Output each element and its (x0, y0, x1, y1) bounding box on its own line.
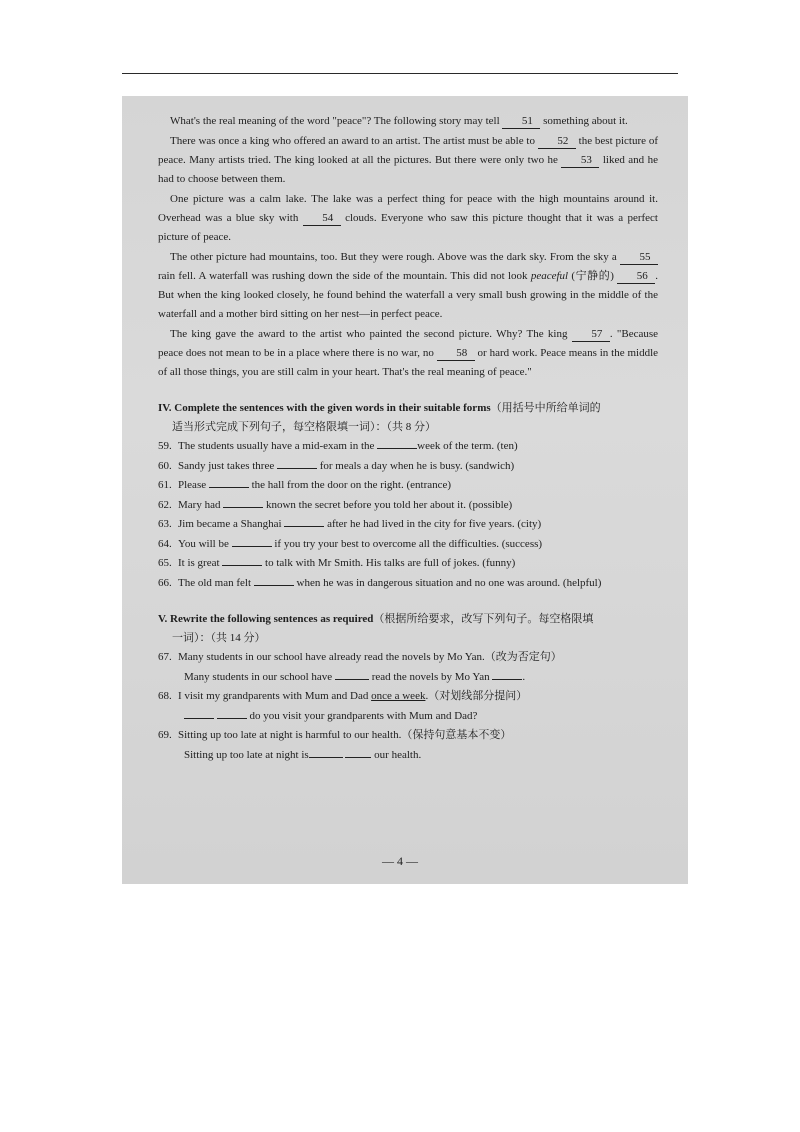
passage-paragraph-1: What's the real meaning of the word "peace"? The following story may tell 51 something about it. (170, 115, 628, 127)
section-5-heading: V. Rewrite the following sentences as required（根据所给要求，改写下列句子。每空格限填 一词）：（共 14 分） (158, 613, 594, 644)
question-63: 63. Jim became a Shanghai after he had lived in the city for five years. (city) (158, 515, 658, 535)
answer-blank[interactable] (277, 457, 317, 469)
question-67: 67. Many students in our school have already read the novels by Mo Yan.（改为否定句） (158, 651, 562, 663)
question-62: 62. Mary had known the secret before you told her about it. (possible) (158, 496, 658, 516)
answer-blank[interactable] (345, 746, 371, 758)
question-59: 59. The students usually have a mid-exam in the week of the term. (ten) (158, 437, 658, 457)
answer-blank[interactable] (232, 535, 272, 547)
answer-blank[interactable] (377, 437, 417, 449)
blank-51: 51 (502, 115, 540, 129)
section-5-items (158, 648, 658, 765)
question-69: 69. Sitting up too late at night is harmful to our health.（保持句意基本不变） (158, 729, 512, 741)
blank-53: 53 (561, 154, 599, 168)
italic-word: peaceful (530, 270, 569, 282)
passage-paragraph-5: The king gave the award to the artist who painted the second picture. Why? The king 57 . "Because peace does not mean to be in a place where there is no war, no 58 or hard work. Peace means in the middle of all those things, you are still calm in your heart. That's the real meaning of peace." (158, 328, 659, 378)
question-64: 64. You will be if you try your best to overcome all the difficulties. (success) (158, 535, 658, 555)
underlined-phrase: once a week (371, 690, 426, 702)
rewrite-69: Sitting up too late at night is our health. (158, 746, 658, 766)
blank-56: 56 (617, 270, 655, 284)
page-number: — 4 — (382, 854, 418, 868)
blank-57: 57 (572, 328, 610, 342)
question-66: 66. The old man felt when he was in dangerous situation and no one was around. (helpful) (158, 574, 658, 594)
answer-blank[interactable] (184, 707, 214, 719)
answer-blank[interactable] (492, 668, 522, 680)
answer-blank[interactable] (335, 668, 369, 680)
blank-52: 52 (538, 135, 576, 149)
answer-blank[interactable] (209, 476, 249, 488)
answer-blank[interactable] (284, 515, 324, 527)
passage-paragraph-3: One picture was a calm lake. The lake was a perfect thing for peace with the high mountains around it. Overhead was a blue sky with 54 clouds. Everyone who saw this picture thought that it was a perfect picture of peace. (158, 193, 658, 243)
answer-blank[interactable] (222, 554, 262, 566)
answer-blank[interactable] (254, 574, 294, 586)
question-61: 61. Please the hall from the door on the right. (entrance) (158, 476, 658, 496)
passage-paragraph-2: There was once a king who offered an award to an artist. The artist must be able to 52 the best picture of peace. Many artists tried. The king looked at all the pictures. But there were only two he 53 liked and he had to choose between them. (158, 135, 658, 185)
answer-blank[interactable] (309, 746, 343, 758)
rewrite-67: Many students in our school have read the novels by Mo Yan . (158, 668, 658, 688)
answer-blank[interactable] (223, 496, 263, 508)
scanned-page (122, 96, 688, 884)
rewrite-68: do you visit your grandparents with Mum and Dad? (158, 707, 658, 727)
cloze-passage (158, 112, 658, 382)
answer-blank[interactable] (217, 707, 247, 719)
blank-58: 58 (437, 347, 475, 361)
question-68: 68. I visit my grandparents with Mum and Dad once a week.（对划线部分提问） (158, 690, 528, 702)
section-4-heading: IV. Complete the sentences with the given words in their suitable forms（用括号中所给单词的 适当形式完成下列句子，每空格限填一词）：（共 8 分） (158, 402, 601, 433)
blank-54: 54 (303, 212, 341, 226)
question-65: 65. It is great to talk with Mr Smith. His talks are full of jokes. (funny) (158, 554, 658, 574)
blank-55: 55 (620, 251, 658, 265)
section-4-items (158, 437, 658, 593)
top-rule (122, 73, 678, 74)
passage-paragraph-4: The other picture had mountains, too. But they were rough. Above was the dark sky. From the sky a 55 rain fell. A waterfall was rushing down the side of the mountain. This did not look peaceful (宁静的) 56 . But when the king looked closely, he found behind the waterfall a very small bush growing in the middle of the waterfall and a mother bird sitting on her nest—in perfect peace. (158, 251, 658, 320)
question-60: 60. Sandy just takes three for meals a day when he is busy. (sandwich) (158, 457, 658, 477)
